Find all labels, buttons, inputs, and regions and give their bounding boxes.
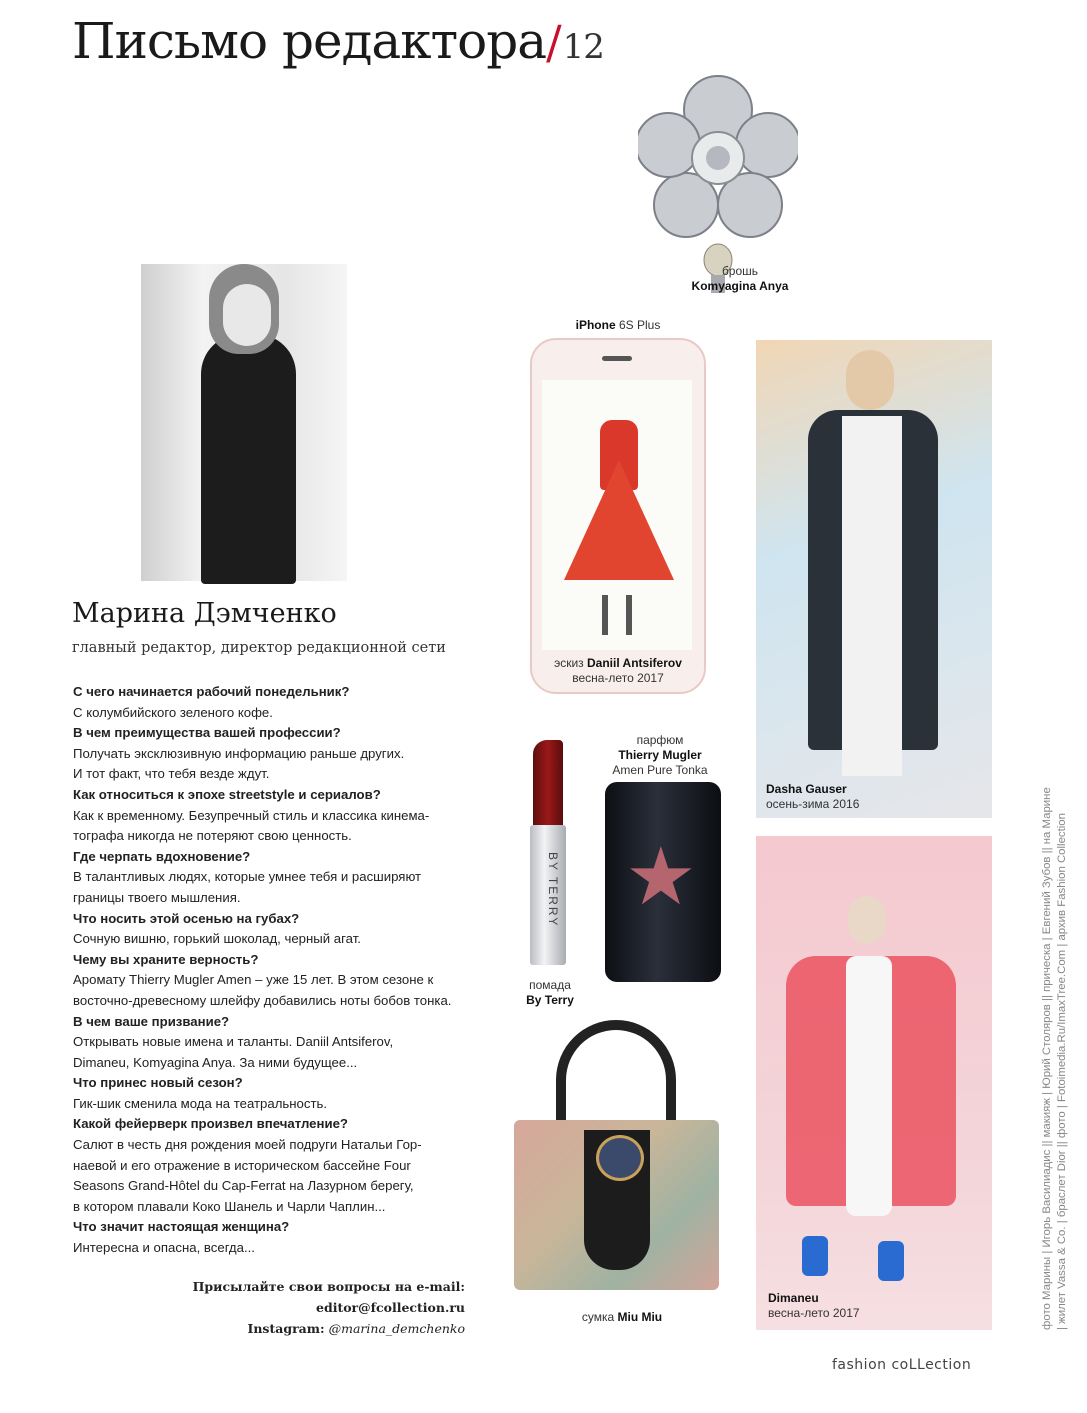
runway1-season: осень-зима 2016: [766, 797, 860, 811]
question: В чем преимущества вашей профессии?: [73, 725, 341, 741]
runway2-caption: [768, 1291, 860, 1321]
answer-line: Получать эксклюзивную информацию раньше других.: [73, 745, 405, 761]
question: В чем ваше призвание?: [73, 1013, 230, 1029]
editor-role: главный редактор, директор редакционной сети: [72, 640, 446, 656]
title-slash: /: [546, 15, 561, 69]
bag-jewel-buckle: [596, 1135, 644, 1181]
star-icon: ★: [625, 830, 697, 923]
runway-photo-dimaneu: [756, 836, 992, 1330]
portrait-dress: [201, 334, 296, 584]
sketch-season: весна-лето 2017: [572, 671, 664, 685]
runway2-season: весна-лето 2017: [768, 1306, 860, 1320]
lipstick-type: помада: [529, 978, 571, 992]
answer-line: Гик-шик сменила мода на театральность.: [73, 1095, 328, 1111]
answer-line: Сочную вишню, горький шоколад, черный агат.: [73, 931, 361, 947]
bag-caption: [552, 1310, 692, 1325]
lipstick-caption: [500, 978, 600, 1008]
instagram-label: Instagram:: [247, 1321, 325, 1336]
sketch-leg: [626, 595, 632, 635]
brooch-brand: Komyagina Anya: [691, 279, 789, 293]
qa-item: [73, 1114, 473, 1217]
qa-item: [73, 723, 473, 785]
page-title-text: Письмо редактора: [72, 12, 547, 70]
lipstick-bullet: [533, 740, 563, 828]
lipstick-label: BY TERRY: [546, 852, 560, 928]
editor-name: Марина Дэмченко: [72, 598, 337, 629]
answer-line: Dimaneu, Komyagina Anya. За ними будущее...: [73, 1054, 358, 1070]
qa-item: [73, 1073, 473, 1114]
qa-item: [73, 950, 473, 1012]
lipstick-image: [530, 825, 566, 965]
iphone-caption: [538, 318, 698, 333]
qa-item: [73, 785, 473, 847]
answer-line: восточно-древесному шлейфу добавились ноты бобов тонка.: [73, 992, 452, 1008]
iphone-model-rest: 6S Plus: [615, 318, 661, 332]
answer-line: С колумбийского зеленого кофе.: [73, 704, 273, 720]
perfume-brand: Thierry Mugler: [618, 748, 702, 762]
answer-line: в котором плавали Коко Шанель и Чарли Чаплин...: [73, 1198, 386, 1214]
model-dress: [846, 956, 892, 1216]
answer-line: наевой и его отражение в историческом бассейне Four: [73, 1157, 411, 1173]
contact-prompt: Присылайте свои вопросы на e-mail:: [192, 1279, 465, 1294]
phone-speaker: [602, 356, 632, 361]
qa-item: [73, 1012, 473, 1074]
lipstick-brand: By Terry: [526, 993, 574, 1007]
question: Какой фейерверк произвел впечатление?: [73, 1116, 348, 1132]
qa-item: [73, 909, 473, 950]
perfume-bottle-image: [605, 782, 721, 982]
answer-line: Интересна и опасна, всегда...: [73, 1240, 255, 1256]
qa-item: [73, 847, 473, 909]
sketch-leg: [602, 595, 608, 635]
iphone-image: [530, 338, 706, 694]
bag-image: [514, 1020, 719, 1290]
qa-section: [73, 682, 473, 1259]
model-head: [846, 350, 894, 410]
credits-line: | жилет Vassa & Co. | браслет Dior || фото | Fotoimedia.Ru/ImaxTree.Com | архив Fashion Collection: [1056, 813, 1068, 1330]
instagram-handle-link[interactable]: @marina_demchenko: [328, 1321, 465, 1336]
model-shoe: [802, 1236, 828, 1276]
answer-line: Как к временному. Безупречный стиль и классика кинема-: [73, 807, 430, 823]
answer-line: границы твоего мышления.: [73, 889, 241, 905]
runway-photo-dasha-gauser: [756, 340, 992, 818]
editor-portrait: [141, 264, 347, 581]
question: Чему вы храните верность?: [73, 951, 259, 967]
runway2-designer: Dimaneu: [768, 1291, 819, 1305]
answer-line: Seasons Grand-Hôtel du Cap-Ferrat на Лазурном берегу,: [73, 1178, 414, 1194]
model-pajama: [842, 416, 902, 776]
sketch-coat-skirt: [564, 460, 674, 580]
brooch-image: [638, 70, 798, 240]
photo-credits: [1040, 787, 1070, 1330]
credits-line: фото Марины | Игорь Василиадис || макияж | Юрий Столяров || прическа | Евгений Зубов || на Марине: [1041, 787, 1053, 1330]
model-head: [848, 896, 886, 944]
answer-line: Салют в честь дня рождения моей подруги Натальи Гор-: [73, 1137, 422, 1153]
perfume-type: парфюм: [636, 733, 684, 747]
sketch-designer: Daniil Antsiferov: [587, 656, 682, 670]
page-number: 12: [562, 27, 604, 67]
portrait-face: [223, 284, 271, 346]
answer-line: Открывать новые имена и таланты. Daniil Antsiferov,: [73, 1034, 394, 1050]
phone-screen: [542, 380, 692, 650]
contact-block: [193, 1276, 465, 1339]
page-title: [72, 12, 604, 70]
bag-brand: Miu Miu: [617, 1310, 663, 1324]
iphone-sketch-caption: [532, 656, 704, 686]
sketch-prefix: эскиз: [554, 656, 587, 670]
qa-item: [73, 682, 473, 723]
runway1-caption: [766, 782, 859, 812]
answer-line: В талантливых людях, которые умнее тебя и расширяют: [73, 869, 422, 885]
qa-item: [73, 1217, 473, 1258]
model-shoe: [878, 1241, 904, 1281]
footer-brand-logo: fashion coLLection: [832, 1357, 972, 1373]
bag-type: сумка: [581, 1310, 618, 1324]
iphone-model-bold: iPhone: [575, 318, 616, 332]
answer-line: И тот факт, что тебя везде ждут.: [73, 766, 270, 782]
brooch-type: брошь: [721, 264, 759, 278]
perfume-name: Amen Pure Tonka: [612, 763, 708, 777]
question: Где черпать вдохновение?: [73, 848, 251, 864]
question: Что носить этой осенью на губах?: [73, 910, 300, 926]
brooch-caption: [670, 264, 810, 294]
question: Как относиться к эпохе streetstyle и сериалов?: [73, 786, 381, 802]
contact-email-link[interactable]: editor@fcollection.ru: [316, 1300, 465, 1315]
perfume-caption: [580, 733, 740, 778]
question: С чего начинается рабочий понедельник?: [73, 684, 350, 699]
answer-line: тографа никогда не потеряют свою ценность.: [73, 828, 352, 844]
answer-line: Аромату Thierry Mugler Amen – уже 15 лет. В этом сезоне к: [73, 972, 434, 988]
runway1-designer: Dasha Gauser: [766, 782, 847, 796]
question: Что значит настоящая женщина?: [73, 1219, 290, 1235]
question: Что принес новый сезон?: [73, 1075, 243, 1091]
